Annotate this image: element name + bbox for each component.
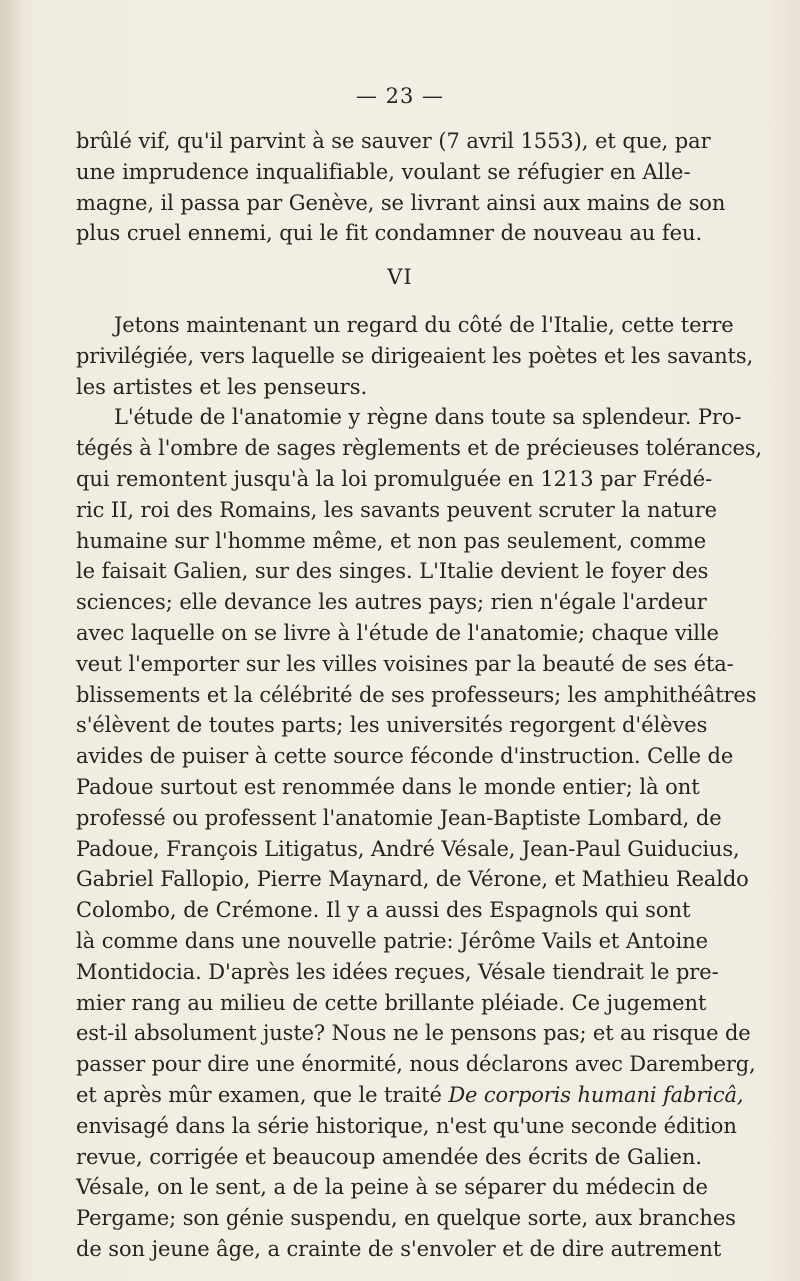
- text-line: Padoue, François Litigatus, André Vésale, Jean-Paul Guiducius,: [76, 836, 740, 861]
- text-line: s'élèvent de toutes parts; les universités regorgent d'élèves: [76, 713, 708, 738]
- text-line: ric II, roi des Romains, les savants peuvent scruter la nature: [76, 497, 718, 522]
- text-line: envisagé dans la série historique, n'est qu'une seconde édition: [76, 1113, 737, 1138]
- text-line: plus cruel ennemi, qui le fit condamner de nouveau au feu.: [76, 221, 703, 246]
- page-number: — 23 —: [355, 84, 445, 108]
- text-line: est-il absolument juste? Nous ne le pensons pas; et au risque de: [76, 1021, 751, 1046]
- text-line: Padoue surtout est renommée dans le monde entier; là ont: [76, 774, 700, 799]
- text-line: les artistes et les penseurs.: [76, 374, 368, 399]
- text-line: Gabriel Fallopio, Pierre Maynard, de Vérone, et Mathieu Realdo: [76, 867, 749, 892]
- text-line-fabrica: [76, 1080, 744, 1111]
- text-line: veut l'emporter sur les villes voisines par la beauté de ses éta-: [76, 651, 734, 676]
- text-line: passer pour dire une énormité, nous déclarons avec Daremberg,: [76, 1052, 756, 1077]
- text-line: Montidocia. D'après les idées reçues, Vésale tiendrait le pre-: [76, 959, 719, 984]
- book-title-italic: De corporis humani fabricâ,: [448, 1082, 744, 1107]
- text-line: humaine sur l'homme même, et non pas seulement, comme: [76, 528, 707, 553]
- text-line: avec laquelle on se livre à l'étude de l'anatomie; chaque ville: [76, 620, 719, 645]
- paragraph-block-2: [76, 310, 762, 1265]
- text-line: blissements et la célébrité de ses professeurs; les amphithéâtres: [76, 682, 757, 707]
- text-line: Vésale, on le sent, a de la peine à se séparer du médecin de: [76, 1175, 708, 1200]
- text-line: de son jeune âge, a crainte de s'envoler et de dire autrement: [76, 1236, 722, 1261]
- paragraph-block-1: [76, 126, 726, 249]
- text-line: L'étude de l'anatomie y règne dans toute sa splendeur. Pro-: [114, 405, 742, 430]
- text-line: revue, corrigée et beaucoup amendée des écrits de Galien.: [76, 1144, 703, 1169]
- section-heading: VI: [387, 265, 413, 289]
- text-line: mier rang au milieu de cette brillante pléiade. Ce jugement: [76, 990, 707, 1015]
- text-line: avides de puiser à cette source féconde d'instruction. Celle de: [76, 744, 734, 769]
- text-line-fabrica-lead: et après mûr examen, que le traité: [76, 1082, 449, 1107]
- text-line: qui remontent jusqu'à la loi promulguée en 1213 par Frédé-: [76, 466, 713, 491]
- text-line: privilégiée, vers laquelle se dirigeaient les poètes et les savants,: [76, 343, 754, 368]
- text-line: une imprudence inqualifiable, voulant se réfugier en Alle-: [76, 159, 691, 184]
- text-line: sciences; elle devance les autres pays; rien n'égale l'ardeur: [76, 590, 707, 615]
- text-line: Colombo, de Crémone. Il y a aussi des Espagnols qui sont: [76, 898, 691, 923]
- page-binding-shadow: [0, 0, 22, 1281]
- text-line: le faisait Galien, sur des singes. L'Italie devient le foyer des: [76, 559, 709, 584]
- text-line: magne, il passa par Genève, se livrant ainsi aux mains de son: [76, 190, 726, 215]
- text-line: tégés à l'ombre de sages règlements et de précieuses tolérances,: [76, 436, 762, 461]
- text-line: brûlé vif, qu'il parvint à se sauver (7 avril 1553), et que, par: [76, 129, 711, 153]
- text-line: là comme dans une nouvelle patrie: Jérôme Vails et Antoine: [76, 928, 708, 953]
- text-line: professé ou professent l'anatomie Jean-Baptiste Lombard, de: [76, 805, 722, 830]
- text-line: Jetons maintenant un regard du côté de l'Italie, cette terre: [114, 313, 734, 337]
- text-line: Pergame; son génie suspendu, en quelque sorte, aux branches: [76, 1206, 736, 1231]
